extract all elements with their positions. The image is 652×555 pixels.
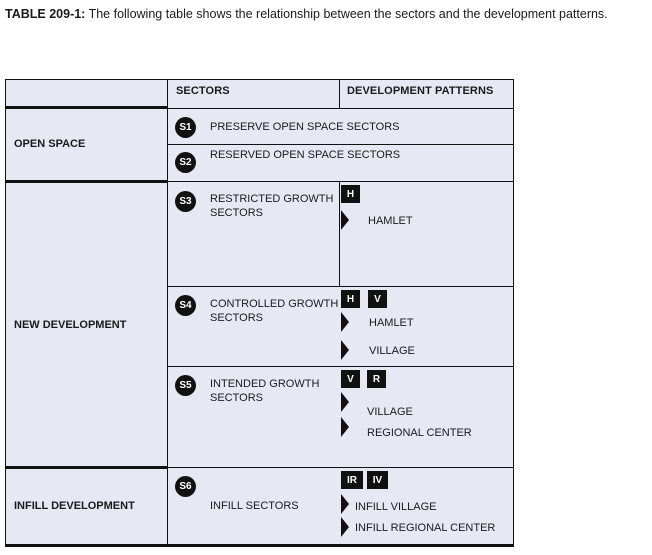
new-dev-rule-right	[167, 467, 514, 468]
table-top-border	[5, 79, 514, 80]
row-divider-s4-s5	[167, 366, 514, 367]
pattern-code-s3-h: H	[341, 185, 360, 203]
pattern-s6-infill-regional-center: INFILL REGIONAL CENTER	[355, 522, 496, 534]
column-divider-s3	[339, 182, 340, 286]
pattern-arrow-s6-infill-regional-center	[341, 517, 349, 537]
sector-badge-s3: S3	[175, 191, 196, 212]
sector-label-s5-line2: SECTORS	[210, 392, 263, 404]
sector-label-s3	[210, 192, 333, 220]
pattern-s5-regional-center: REGIONAL CENTER	[367, 427, 472, 439]
row-divider-s3-s4	[167, 286, 514, 287]
column-divider-1	[167, 79, 168, 547]
header-sectors: SECTORS	[176, 85, 230, 97]
header-rule-right	[167, 108, 514, 109]
table-bottom-border	[5, 544, 514, 547]
sector-label-s5-line1: INTENDED GROWTH	[210, 378, 320, 390]
pattern-s6-infill-village: INFILL VILLAGE	[355, 501, 437, 513]
sector-badge-s5: S5	[175, 375, 196, 396]
pattern-code-s4-h: H	[341, 290, 360, 308]
pattern-code-s5-r: R	[367, 370, 386, 388]
caption-text: The following table shows the relationship between the sectors and the development patterns.	[85, 7, 608, 21]
sector-label-s3-line2: SECTORS	[210, 207, 263, 219]
header-development-patterns: DEVELOPMENT PATTERNS	[347, 85, 494, 97]
sector-label-s2: RESERVED OPEN SPACE SECTORS	[210, 149, 401, 161]
sector-badge-s4: S4	[175, 295, 196, 316]
open-space-rule-right	[167, 181, 514, 182]
open-space-rule-left	[5, 180, 167, 183]
pattern-s4-hamlet: HAMLET	[369, 317, 414, 329]
category-open-space: OPEN SPACE	[14, 138, 86, 150]
pattern-arrow-s5-village	[341, 392, 349, 412]
sector-badge-s1: S1	[175, 117, 196, 138]
pattern-arrow-s3-hamlet	[341, 210, 349, 230]
sector-label-s4-line2: SECTORS	[210, 312, 263, 324]
pattern-s3-hamlet: HAMLET	[368, 215, 413, 227]
sector-badge-s2: S2	[175, 152, 196, 173]
sector-label-s4	[210, 297, 338, 325]
row-divider-s1-s2	[167, 144, 514, 145]
sector-badge-s6: S6	[175, 476, 196, 497]
pattern-arrow-s5-regional-center	[341, 417, 349, 437]
sector-label-s5	[210, 377, 319, 405]
pattern-arrow-s4-village	[341, 340, 349, 360]
pattern-arrow-s4-hamlet	[341, 312, 349, 332]
new-dev-rule-left	[5, 466, 167, 469]
pattern-code-s4-v: V	[368, 290, 387, 308]
caption-prefix: TABLE 209-1:	[5, 7, 86, 21]
pattern-s4-village: VILLAGE	[369, 345, 415, 357]
sector-label-s4-line1: CONTROLLED GROWTH	[210, 298, 339, 310]
pattern-code-s6-ir: IR	[341, 471, 363, 489]
sector-label-s1: PRESERVE OPEN SPACE SECTORS	[210, 121, 400, 133]
table-left-border	[5, 79, 6, 547]
table-caption	[5, 7, 608, 21]
category-new-development: NEW DEVELOPMENT	[14, 319, 127, 331]
table-right-border	[513, 79, 514, 547]
pattern-arrow-s6-infill-village	[341, 494, 349, 514]
pattern-code-s6-iv: IV	[367, 471, 388, 489]
header-rule-left	[5, 106, 167, 109]
pattern-code-s5-v: V	[341, 370, 360, 388]
pattern-s5-village: VILLAGE	[367, 406, 413, 418]
sector-label-s3-line1: RESTRICTED GROWTH	[210, 193, 334, 205]
column-divider-header	[339, 79, 340, 109]
category-infill-development: INFILL DEVELOPMENT	[14, 500, 135, 512]
sector-label-s6: INFILL SECTORS	[210, 500, 299, 512]
sectors-table	[5, 79, 514, 547]
